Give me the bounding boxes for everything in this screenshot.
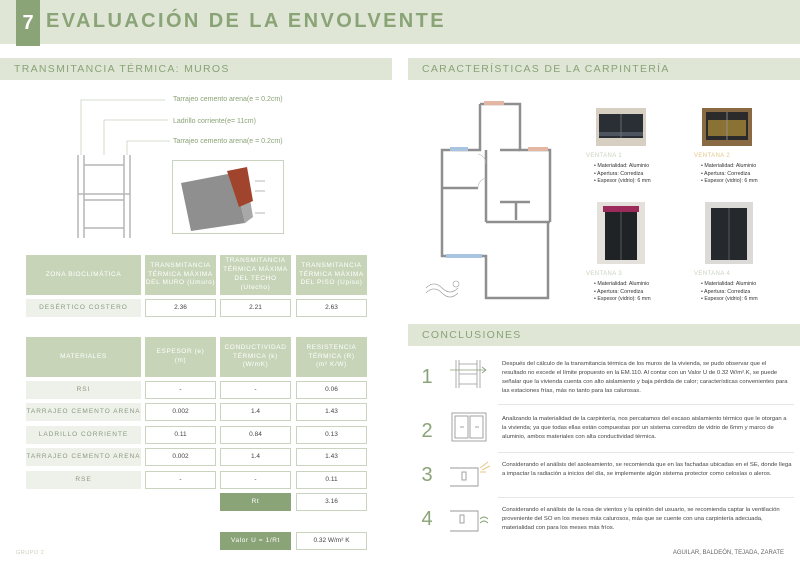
t2-cell: 0.13 — [296, 426, 367, 444]
t1-upiso-value: 2.63 — [296, 299, 367, 317]
ventilation-icon — [446, 505, 494, 537]
t2-cell: - — [220, 381, 291, 399]
rt-label: Rt — [220, 493, 291, 511]
t2-cell: 1.43 — [296, 448, 367, 466]
t2-cell: 0.84 — [220, 426, 291, 444]
window-1-specs — [594, 163, 651, 186]
t1-umuro-value: 2.36 — [145, 299, 216, 317]
page-title: EVALUACIÓN DE LA ENVOLVENTE — [46, 10, 447, 32]
window-2-photo — [702, 108, 752, 146]
divider — [498, 404, 794, 405]
wall-render-image — [172, 160, 284, 234]
t2-cell: 0.06 — [296, 381, 367, 399]
wall-label-2: Ladrillo corriente(e= 11cm) — [173, 118, 256, 125]
footer-authors: AGUILAR, BALDEÓN, TEJADA, ZARATE — [672, 550, 784, 556]
list-item: • Espesor (vidrio): 6 mm — [701, 296, 758, 304]
list-item: • Espesor (vidrio): 6 mm — [594, 178, 651, 186]
window-4-title: VENTANA 4 — [694, 271, 731, 277]
t2-row-label: LADRILLO CORRIENTE — [26, 426, 141, 444]
rt-value: 3.16 — [296, 493, 367, 511]
t2-cell: 1.4 — [220, 448, 291, 466]
section-number: 7 — [16, 0, 40, 46]
t2-cell: 0.11 — [145, 426, 216, 444]
list-item: • Apertura: Corrediza — [701, 171, 758, 179]
conclusion-number: 4 — [421, 508, 433, 530]
conclusion-text: Considerando el análisis de la rosa de vientos y la opinión del usuario, se recomienda captar la ventilación proveniente del SO en los meses más calurosos, más que se cuente con una carpintería adecuada, materialidad con para los meses más fríos. — [502, 507, 780, 532]
t2-header-resistencia: RESISTENCIA TÉRMICA (R) (m² K/W) — [296, 337, 367, 377]
window-2-title: VENTANA 2 — [694, 153, 731, 159]
list-item: • Materialidad: Aluminio — [701, 281, 758, 289]
section-title-conclusiones: CONCLUSIONES — [408, 324, 800, 346]
footer-group: GRUPO 2 — [16, 550, 45, 556]
conclusion-number: 3 — [421, 464, 433, 486]
list-item: • Materialidad: Aluminio — [594, 163, 651, 171]
conclusion-text: Después del cálculo de la transmitancia térmica de los muros de la vivienda, se pudo observar que el resultado no excede el límite propuesto en la EM.110. Al contar con un Valor U de 0.32 W/m².K, se puede señalar que la vivienda cuenta con alto aislamiento y baja pérdida de calor; características convenientes para las estaciones frías, más no tanto para las calurosas. — [502, 361, 788, 395]
t2-row-label: TARRAJEO CEMENTO ARENA — [26, 403, 141, 421]
list-item: • Espesor (vidrio): 6 mm — [701, 178, 758, 186]
t2-header-espesor: ESPESOR (e) (m) — [145, 337, 216, 377]
window-4-photo — [705, 202, 753, 264]
list-item: • Apertura: Corrediza — [594, 289, 651, 297]
wall-layers-icon — [446, 358, 494, 390]
list-item: • Materialidad: Aluminio — [594, 281, 651, 289]
conclusion-text: Considerando el análisis del asoleamiento, se recomienda que en las fachadas ubicadas en el SE, donde llega a impactar la radiación a inicios del día, se implemente algún sistema protector como celosías o aleros. — [502, 462, 792, 478]
t2-cell: 1.4 — [220, 403, 291, 421]
sun-shading-icon — [446, 460, 494, 492]
section-title-carpinteria: CARACTERÍSTICAS DE LA CARPINTERÍA — [408, 58, 800, 80]
t2-header-materiales: MATERIALES — [26, 337, 141, 377]
t2-row-label: RSI — [26, 381, 141, 399]
divider — [498, 452, 794, 453]
t2-cell: 0.11 — [296, 471, 367, 489]
wall-label-3: Tarrajeo cemento arena(e = 0.2cm) — [173, 138, 283, 145]
window-4-specs — [701, 281, 758, 304]
t2-cell: - — [220, 471, 291, 489]
list-item: • Materialidad: Aluminio — [701, 163, 758, 171]
t2-row-label: TARRAJEO CEMENTO ARENA — [26, 448, 141, 466]
t2-cell: 1.43 — [296, 403, 367, 421]
t1-header-muro: TRANSMITANCIA TÉRMICA MÁXIMA DEL MURO (Umuro) — [145, 255, 216, 295]
t2-header-conductividad: CONDUCTIVIDAD TÉRMICA (k) (W/mK) — [220, 337, 291, 377]
window-3-specs — [594, 281, 651, 304]
t1-header-piso: TRANSMITANCIA TÉRMICA MÁXIMA DEL PISO (Upiso) — [296, 255, 367, 295]
window-1-photo — [596, 108, 646, 146]
t1-header-zona: ZONA BIOCLIMÁTICA — [26, 255, 141, 295]
conclusion-text: Analizando la materialidad de la carpintería, nos percatamos del escaso aislamiento térmico que le otorgan a la vivienda; ya que todas ellas están compuestas por un sistema corredizo de vidrio de 6mm y marco de aluminio, ambos materiales con alta conductividad térmica. — [502, 416, 787, 441]
t2-cell: - — [145, 381, 216, 399]
t2-cell: 0.002 — [145, 448, 216, 466]
u-value: 0.32 W/m² K — [296, 532, 367, 550]
divider — [498, 497, 794, 498]
u-value-label: Valor U = 1/Rt — [220, 532, 291, 550]
list-item: • Espesor (vidrio): 6 mm — [594, 296, 651, 304]
t1-header-techo: TRANSMITANCIA TÉRMICA MÁXIMA DEL TECHO (Utecho) — [220, 255, 291, 295]
window-1-title: VENTANA 1 — [586, 153, 623, 159]
window-3-title: VENTANA 3 — [586, 271, 623, 277]
wall-label-1: Tarrajeo cemento arena(e = 0.2cm) — [173, 96, 283, 103]
list-item: • Apertura: Corrediza — [594, 171, 651, 179]
t2-row-label: RSE — [26, 471, 141, 489]
t1-utecho-value: 2.21 — [220, 299, 291, 317]
conclusion-number: 2 — [421, 420, 433, 442]
window-3-photo — [597, 202, 645, 264]
floor-plan-drawing — [420, 92, 590, 302]
list-item: • Apertura: Corrediza — [701, 289, 758, 297]
window-2-specs — [701, 163, 758, 186]
conclusion-number: 1 — [421, 366, 433, 388]
section-title-muros: TRANSMITANCIA TÉRMICA: MUROS — [0, 58, 392, 80]
t1-zona-value: DESÉRTICO COSTERO — [26, 299, 141, 317]
t2-cell: - — [145, 471, 216, 489]
sliding-window-icon — [446, 411, 494, 443]
t2-cell: 0.002 — [145, 403, 216, 421]
